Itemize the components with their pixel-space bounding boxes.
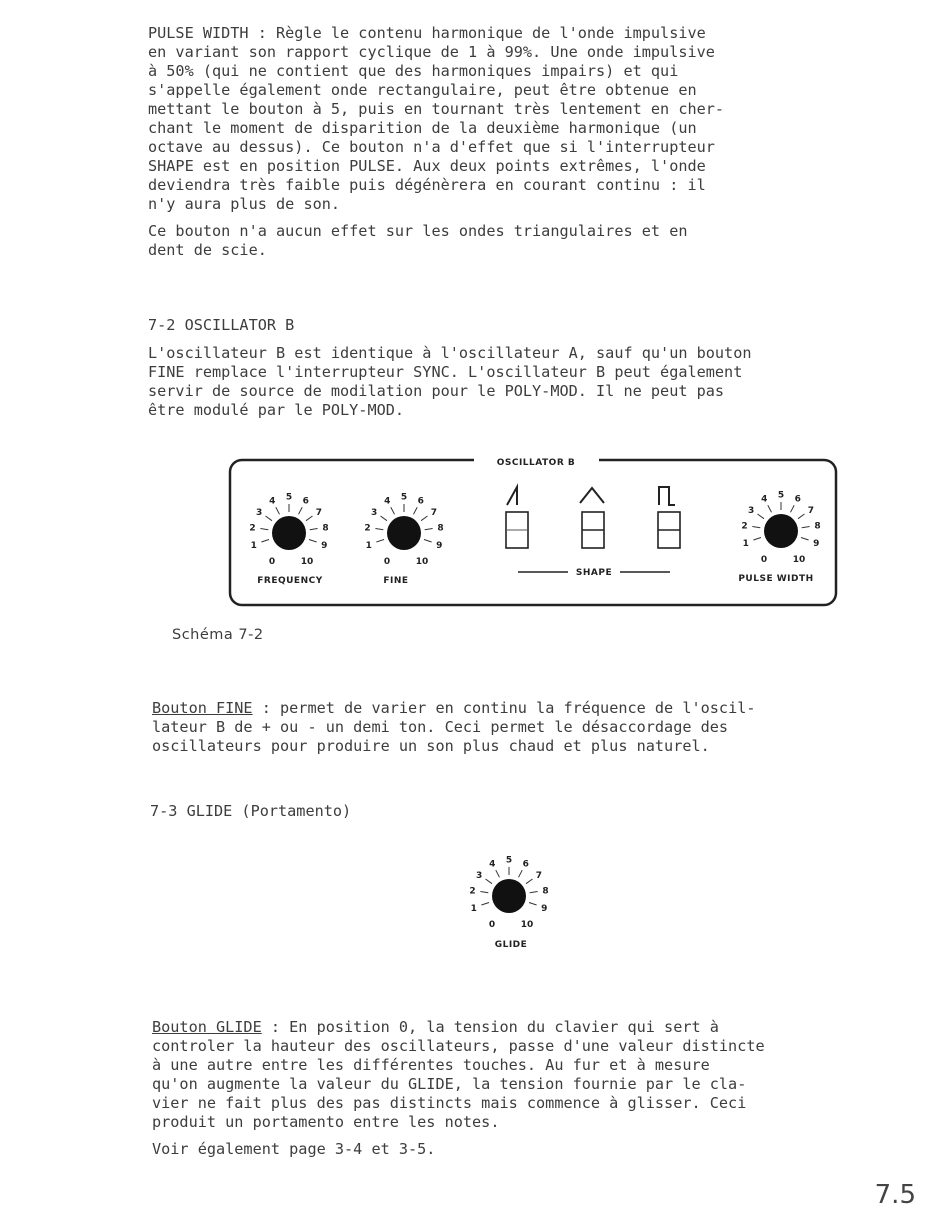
text-line: lateur B de + ou - un demi ton. Ceci permet le désaccordage des: [152, 718, 729, 736]
knob-scale-number: 9: [813, 538, 820, 549]
knob-tick: [758, 514, 765, 519]
pulse-wave-icon: [659, 487, 675, 505]
knob-scale-number: 5: [285, 492, 293, 503]
text-line: s'appelle également onde rectangulaire, peut être obtenue en: [148, 81, 697, 99]
knob-scale-number: 7: [535, 870, 543, 881]
knob-tick: [299, 507, 303, 514]
fine-term: Bouton FINE: [152, 699, 253, 717]
pulse-width-knob: [741, 491, 820, 566]
knob-tick: [752, 527, 760, 528]
knob-tick: [798, 514, 805, 519]
knob-scale-number: 0: [760, 555, 768, 565]
knob-tick: [529, 903, 537, 906]
text-line: vier ne fait plus des pas distincts mais commence à glisser. Ceci: [152, 1094, 747, 1112]
knob-scale-number: 4: [489, 859, 496, 870]
knob-tick: [425, 529, 433, 530]
frequency-label: FREQUENCY: [257, 576, 323, 586]
fine-knob: [364, 493, 443, 568]
knob-scale-number: 2: [469, 886, 476, 897]
knob-scale-number: 8: [814, 521, 821, 532]
knob-tick: [424, 540, 432, 543]
knob-tick: [801, 538, 809, 541]
fine-first-line-rest: : permet de varier en continu la fréquence de l'oscil-: [252, 699, 756, 717]
text-line: dent de scie.: [148, 241, 267, 259]
frequency-knob: [249, 493, 328, 568]
text-line: n'y aura plus de son.: [148, 195, 341, 213]
text-line: en variant son rapport cyclique de 1 à 99%. Une onde impulsive: [148, 43, 715, 61]
knob-scale-number: 6: [794, 494, 801, 505]
knob-tick: [309, 540, 317, 543]
text-line: PULSE WIDTH : Règle le contenu harmonique de l'onde impulsive: [148, 24, 706, 42]
text-line: Ce bouton n'a aucun effet sur les ondes triangulaires et en: [148, 222, 688, 240]
knob-scale-number: 5: [400, 492, 408, 503]
knob-scale-number: 0: [268, 557, 276, 567]
text-line: [152, 699, 756, 718]
knob-scale-number: 6: [302, 496, 309, 507]
panel-title: OSCILLATOR B: [496, 458, 576, 468]
shape-label: SHAPE: [575, 568, 613, 578]
glide-first-line-rest: : En position 0, la tension du clavier qui sert à: [261, 1018, 719, 1036]
knob-tick: [519, 870, 523, 877]
knob-tick: [306, 516, 313, 521]
knob-cap[interactable]: [492, 879, 526, 913]
knob-scale-number: 2: [741, 521, 748, 532]
shape-switch-sawtooth[interactable]: [506, 512, 528, 548]
knob-scale-number: 10: [792, 555, 806, 565]
knob-scale-number: 1: [250, 540, 257, 551]
knob-tick: [391, 507, 395, 514]
text-line: chant le moment de disparition de la deuxième harmonique (un: [148, 119, 697, 137]
knob-scale-number: 6: [417, 496, 424, 507]
text-line: SHAPE est en position PULSE. Aux deux points extrêmes, l'onde: [148, 157, 706, 175]
knob-tick: [375, 529, 383, 530]
knob-scale-number: 4: [761, 494, 768, 505]
knob-tick: [526, 879, 533, 884]
glide-knob-diagram: [455, 842, 565, 954]
knob-scale-number: 5: [777, 490, 785, 501]
knob-scale-number: 10: [520, 920, 534, 930]
knob-scale-number: 8: [542, 886, 549, 897]
oscillator-b-panel: [224, 450, 844, 612]
text-line: [152, 1018, 719, 1037]
section-heading-osc-b: 7-2 OSCILLATOR B: [148, 316, 295, 334]
text-line: servir de source de modilation pour le POLY-MOD. Il ne peut pas: [148, 382, 725, 400]
knob-tick: [381, 516, 388, 521]
text-line: octave au dessus). Ce bouton n'a d'effet que si l'interrupteur: [148, 138, 715, 156]
knob-scale-number: 0: [383, 557, 391, 567]
knob-tick: [421, 516, 428, 521]
knob-tick: [481, 903, 489, 906]
knob-tick: [276, 507, 280, 514]
knob-scale-number: 10: [415, 557, 429, 567]
knob-tick: [530, 892, 538, 893]
knob-scale-number: 3: [747, 505, 755, 516]
knob-scale-number: 3: [475, 870, 483, 881]
text-line: FINE remplace l'interrupteur SYNC. L'oscillateur B peut également: [148, 363, 743, 381]
text-line: qu'on augmente la valeur du GLIDE, la tension fournie par le cla-: [152, 1075, 747, 1093]
knob-tick: [260, 529, 268, 530]
shape-switch-pulse[interactable]: [658, 512, 680, 548]
knob-scale-number: 4: [384, 496, 391, 507]
knob-tick: [486, 879, 493, 884]
knob-scale-number: 1: [365, 540, 372, 551]
glide-knob: [469, 856, 548, 931]
knob-tick: [791, 505, 795, 512]
knob-scale-number: 4: [269, 496, 276, 507]
knob-scale-number: 0: [488, 920, 496, 930]
text-line: controler la hauteur des oscillateurs, passe d'une valeur distincte: [152, 1037, 765, 1055]
knob-scale-number: 6: [522, 859, 529, 870]
triangle-wave-icon: [580, 488, 604, 503]
text-line: L'oscillateur B est identique à l'oscillateur A, sauf qu'un bouton: [148, 344, 752, 362]
see-also: Voir également page 3-4 et 3-5.: [152, 1140, 436, 1158]
knob-tick: [768, 505, 772, 512]
knob-scale-number: 2: [364, 523, 371, 534]
knob-tick: [376, 540, 384, 543]
knob-scale-number: 10: [300, 557, 314, 567]
knob-scale-number: 9: [541, 903, 548, 914]
knob-tick: [261, 540, 269, 543]
knob-tick: [802, 527, 810, 528]
page-number: 7.5: [874, 1180, 916, 1210]
knob-cap[interactable]: [387, 516, 421, 550]
text-line: oscillateurs pour produire un son plus chaud et plus naturel.: [152, 737, 710, 755]
knob-tick: [266, 516, 273, 521]
knob-cap[interactable]: [764, 514, 798, 548]
sawtooth-wave-icon: [507, 487, 517, 505]
shape-switch-triangle[interactable]: [582, 512, 604, 548]
knob-tick: [753, 538, 761, 541]
knob-tick: [310, 529, 318, 530]
text-line: à une autre entre les différentes touches. Au fur et à mesure: [152, 1056, 710, 1074]
knob-scale-number: 9: [321, 540, 328, 551]
glide-term: Bouton GLIDE: [152, 1018, 262, 1036]
knob-tick: [480, 892, 488, 893]
text-line: à 50% (qui ne contient que des harmoniques impairs) et qui: [148, 62, 679, 80]
text-line: deviendra très faible puis dégénèrera en courant continu : il: [148, 176, 706, 194]
schema-caption: Schéma 7-2: [172, 627, 264, 643]
knob-scale-number: 1: [742, 538, 749, 549]
pulse-width-label: PULSE WIDTH: [738, 574, 814, 584]
text-line: mettant le bouton à 5, puis en tournant très lentement en cher-: [148, 100, 725, 118]
knob-scale-number: 8: [322, 523, 329, 534]
knob-scale-number: 2: [249, 523, 256, 534]
knob-scale-number: 7: [807, 505, 815, 516]
fine-label: FINE: [383, 576, 409, 586]
text-line: être modulé par le POLY-MOD.: [148, 401, 405, 419]
knob-scale-number: 7: [315, 507, 323, 518]
section-heading-glide: 7-3 GLIDE (Portamento): [150, 802, 352, 820]
knob-scale-number: 9: [436, 540, 443, 551]
knob-scale-number: 8: [437, 523, 444, 534]
knob-tick: [496, 870, 500, 877]
knob-cap[interactable]: [272, 516, 306, 550]
knob-scale-number: 5: [505, 855, 513, 866]
knob-scale-number: 1: [470, 903, 477, 914]
knob-tick: [414, 507, 418, 514]
knob-scale-number: 7: [430, 507, 438, 518]
knob-scale-number: 3: [370, 507, 378, 518]
knob-scale-number: 3: [255, 507, 263, 518]
text-line: produit un portamento entre les notes.: [152, 1113, 500, 1131]
glide-label: GLIDE: [494, 940, 528, 950]
